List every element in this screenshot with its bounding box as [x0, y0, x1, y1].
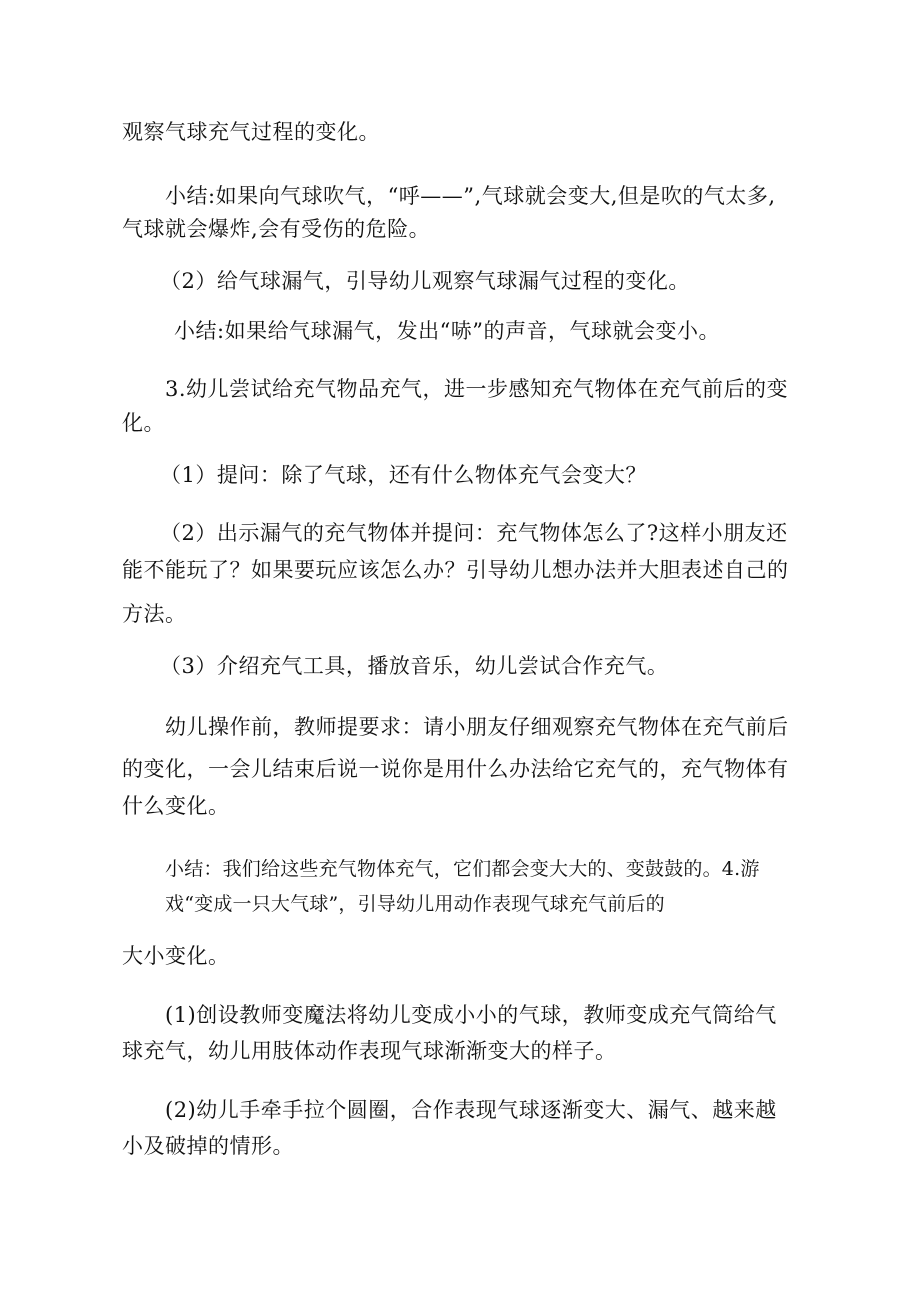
- text-line: 球充气，幼儿用肢体动作表现气球渐渐变大的样子。: [122, 1039, 617, 1063]
- text-line: 的变化，一会儿结束后说一说你是用什么办法给它充气的，充气物体有: [122, 757, 789, 781]
- text-line: 大小变化。: [122, 944, 230, 968]
- text-line: 小结:如果向气球吹气，“呼——”,气球就会变大,但是吹的气太多,: [165, 184, 776, 208]
- text-line: 小结:如果给气球漏气，发出“哧”的声音，气球就会变小。: [174, 319, 721, 343]
- text-line: 化。: [122, 411, 165, 435]
- text-line: 小及破掉的情形。: [122, 1134, 294, 1158]
- text-line: 小结：我们给这些充气物体充气，它们都会变大大的、变鼓鼓的。4.游: [165, 858, 760, 880]
- text-line: 方法。: [122, 602, 187, 626]
- text-line: (1)创设教师变魔法将幼儿变成小小的气球，教师变成充气筒给气: [165, 1003, 777, 1027]
- text-line: 能不能玩了？如果要玩应该怎么办？引导幼儿想办法并大胆表述自己的: [122, 558, 789, 582]
- text-line: （1）提问：除了气球，还有什么物体充气会变大？: [160, 463, 647, 487]
- text-line: (2)幼儿手牵手拉个圆圈，合作表现气球逐渐变大、漏气、越来越: [165, 1098, 777, 1122]
- text-line: 幼儿操作前，教师提要求：请小朋友仔细观察充气物体在充气前后: [165, 715, 789, 739]
- text-line: 观察气球充气过程的变化。: [122, 120, 380, 144]
- text-line: （2）给气球漏气，引导幼儿观察气球漏气过程的变化。: [160, 269, 690, 293]
- text-line: 气球就会爆炸,会有受伤的危险。: [122, 217, 431, 241]
- text-line: 3.幼儿尝试给充气物品充气，进一步感知充气物体在充气前后的变: [165, 377, 789, 401]
- text-line: 戏“变成一只大气球”，引导幼儿用动作表现气球充气前后的: [165, 893, 665, 915]
- text-line: （3）介绍充气工具，播放音乐，幼儿尝试合作充气。: [160, 654, 669, 678]
- text-line: （2）出示漏气的充气物体并提问：充气物体怎么了?这样小朋友还: [160, 521, 788, 545]
- text-line: 什么变化。: [122, 794, 230, 818]
